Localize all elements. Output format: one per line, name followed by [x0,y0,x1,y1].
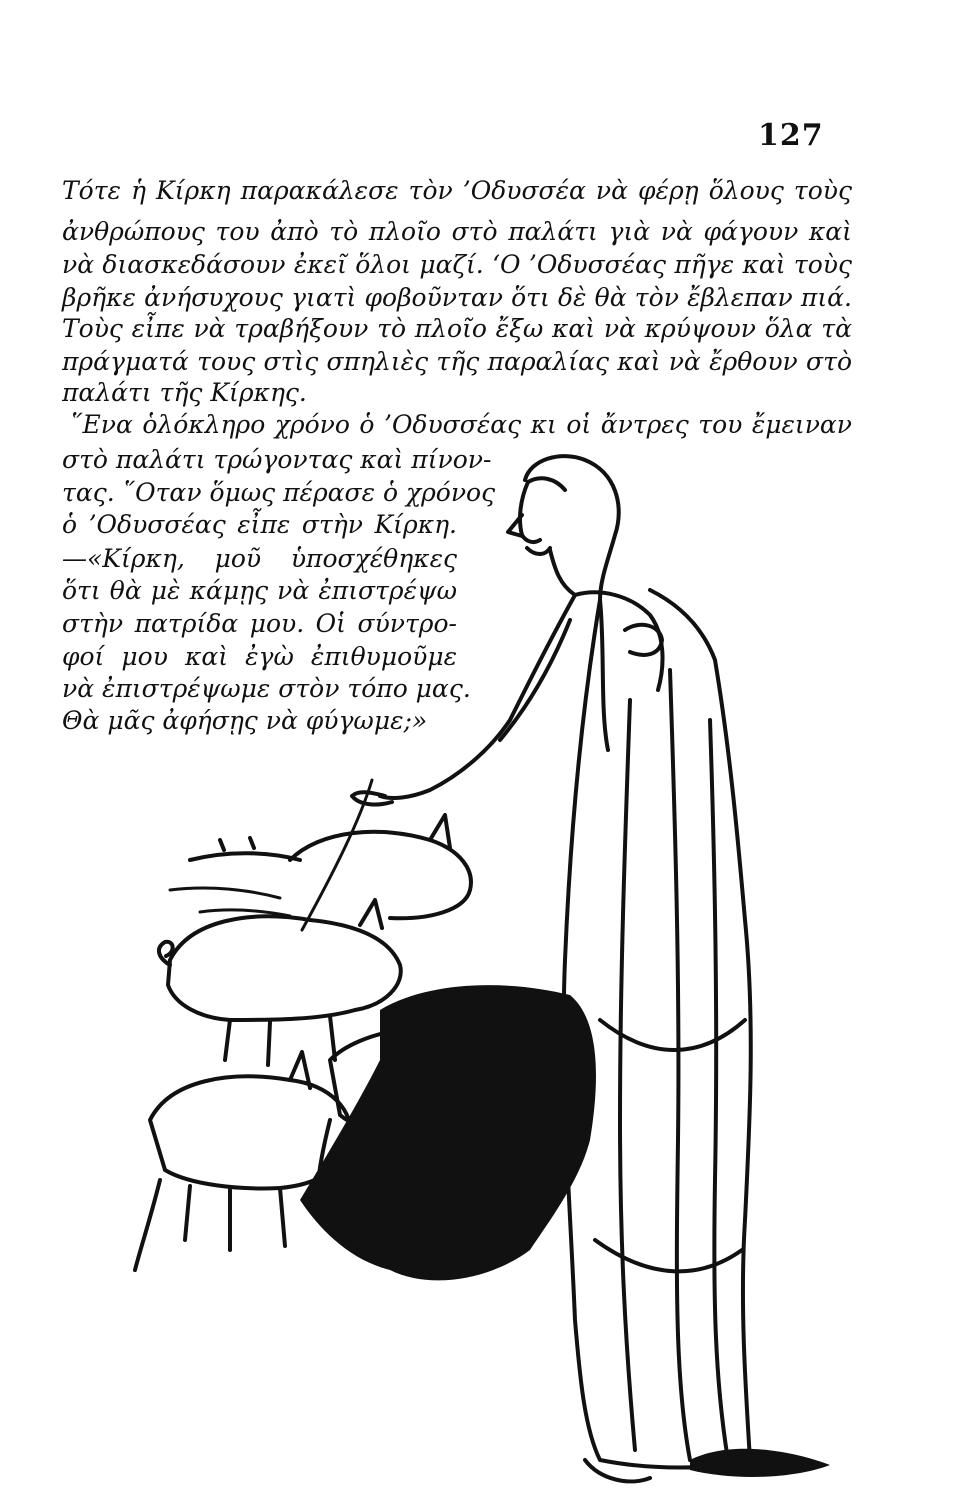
ground-shadow [300,985,596,1280]
text-line: ῞Ενα ὁλόκληρο χρόνο ὁ ’Οδυσσέας κι οἱ ἄντρες του ἔμειναν [70,410,852,439]
text-line: ὅτι θὰ μὲ κάμῃς νὰ ἐπιστρέψω [62,576,457,605]
text-line: στὴν πατρίδα μου. Οἱ σύντρο- [62,609,457,638]
text-line: παλάτι τῆς Κίρκης. [62,378,307,407]
circe-figure [302,456,751,1481]
text-line: Τοὺς εἶπε νὰ τραβήξουν τὸ πλοῖο ἔξω καὶ νὰ κρύψουν ὅλα τὰ [62,314,852,343]
page-number: 127 [758,118,824,153]
text-line: τας. ῞Οταν ὅμως πέρασε ὁ χρόνος [62,478,496,507]
text-line: —«Κίρκη, μοῦ ὑποσχέθηκες [62,544,457,573]
text-line: φοί μου καὶ ἐγὼ ἐπιθυμοῦμε [62,642,457,671]
text-line: ἀνθρώπους του ἀπὸ τὸ πλοῖο στὸ παλάτι γιὰ νὰ φάγουν καὶ [62,217,852,246]
circe-illustration [130,420,930,1500]
text-line: πράγματά τους στὶς σπηλιὲς τῆς παραλίας καὶ νὰ ἔρθουν στὸ [62,347,852,376]
text-line: Τότε ἡ Κίρκη παρακάλεσε τὸν ’Οδυσσέα νὰ φέρῃ ὅλους τοὺς [62,176,852,205]
text-line: στὸ παλάτι τρώγοντας καὶ πίνον- [62,445,492,474]
text-line: νὰ διασκεδάσουν ἐκεῖ ὅλοι μαζί. ‘Ο ’Οδυσσέας πῆγε καὶ τοὺς [62,250,852,279]
text-line: Θὰ μᾶς ἀφήσῃς νὰ φύγωμε;» [62,706,428,735]
text-line: ὁ ’Οδυσσέας εἶπε στὴν Κίρκη. [62,510,457,539]
text-line: νὰ ἐπιστρέψωμε στὸν τόπο μας. [62,674,471,703]
text-line: βρῆκε ἀνήσυχους γιατὶ φοβοῦνταν ὅτι δὲ θὰ τὸν ἔβλεπαν πιά. [62,283,852,312]
